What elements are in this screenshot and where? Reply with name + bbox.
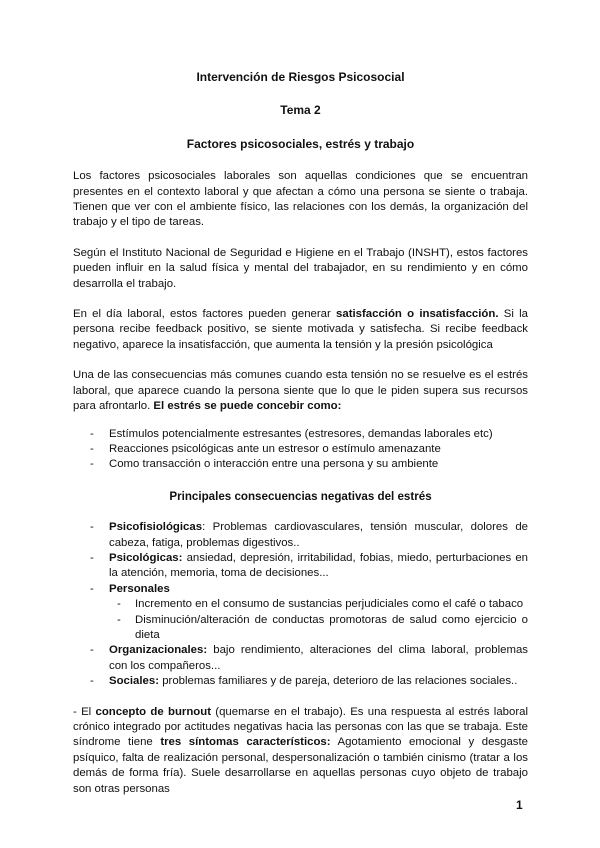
bold-satisfaction: satisfacción o insatisfacción.	[336, 308, 499, 321]
item-text: bajo rendimiento, alteraciones del clima laboral, problemas con los compañeros...	[109, 644, 528, 672]
text-span: Si la persona recibe feedback positivo, se siente motivada y satisfecha. Si recibe feedback negativo, aparece la insatisfacción, que aumenta la tensión y la presión psicológica	[73, 308, 528, 351]
bold-burnout: concepto de burnout	[95, 705, 212, 718]
paragraph-burnout	[73, 705, 528, 797]
item-label: Psicofisiológicas	[109, 521, 203, 534]
item-label: Personales	[109, 582, 170, 595]
section-title: Factores psicosociales, estrés y trabajo	[186, 136, 415, 151]
bold-stress-concept: El estrés se puede concebir como:	[153, 400, 342, 413]
paragraph-satisfaction	[73, 307, 528, 353]
topic-title: Tema 2	[280, 103, 321, 118]
list-item: - Estímulos potencialmente estresantes (estresores, demandas laborales etc)	[73, 427, 528, 442]
paragraph-stress	[73, 368, 528, 414]
sub-list-item: - Disminución/alteración de conductas promotoras de salud como ejercicio o dieta	[109, 613, 528, 644]
consequences-list	[73, 520, 528, 689]
item-text: ansiedad, depresión, irritabilidad, fobias, miedo, perturbaciones en la atención, memoria, toma de decisiones...	[109, 551, 528, 580]
text-span: - El	[73, 705, 96, 718]
list-item: - Reacciones psicológicas ante un estresor o estímulo amenazante	[73, 442, 528, 457]
list-item-personales	[73, 582, 528, 644]
text-span: Agotamiento emocional y desgaste psíquico, falta de realización personal, despersonalización o también cinismo (tratar a los demás de forma fría). Suele desarrollarse en aquellas personas cuyo objeto de trabajo son otras personas	[73, 736, 528, 795]
item-label: Organizacionales:	[109, 644, 208, 657]
bold-symptoms: tres síntomas característicos:	[160, 736, 331, 749]
document-title: Intervención de Riesgos Psicosocial	[196, 70, 405, 84]
text-span: (quemarse en el trabajo). Es una respuesta al estrés laboral crónico integrado por actitudes negativas hacia las personas con las que se trabaja. Este síndrome tiene	[73, 705, 528, 749]
list-item-organizacionales	[73, 643, 528, 674]
stress-concept-list	[73, 427, 528, 473]
paragraph-intro: Los factores psicosociales laborales son aquellas condiciones que se encuentran presentes en el contexto laboral y que afectan a cómo una persona se siente o trabaja. Tienen que ver con el ambiente físico, las relaciones con los demás, la organización del trabajo y el tipo de tareas.	[73, 170, 528, 229]
item-text: : Problemas cardiovasculares, tensión muscular, dolores de cabeza, fatiga, problemas digestivos..	[109, 521, 528, 549]
paragraph-insht: Según el Instituto Nacional de Seguridad e Higiene en el Trabajo (INSHT), estos factores pueden influir en la salud física y mental del trabajador, en su rendimiento y en cómo desarrolla el trabajo.	[73, 246, 528, 290]
page-content	[73, 70, 528, 797]
sub-list-item: - Incremento en el consumo de sustancias perjudiciales como el café o tabaco	[109, 597, 528, 612]
list-item-psicologicas	[73, 551, 528, 582]
page-number: 1	[516, 798, 523, 812]
list-item-psicofisiologicas	[73, 520, 528, 551]
consequences-title: Principales consecuencias negativas del estrés	[169, 489, 432, 503]
text-span: En el día laboral, estos factores pueden generar	[73, 308, 337, 321]
item-text: problemas familiares y de pareja, deterioro de las relaciones sociales..	[159, 675, 518, 688]
list-item-sociales	[73, 674, 528, 689]
item-label: Sociales:	[109, 675, 160, 688]
list-item: - Como transacción o interacción entre una persona y su ambiente	[73, 457, 528, 472]
text-span: Una de las consecuencias más comunes cuando esta tensión no se resuelve es el estrés laboral, que aparece cuando la persona siente que lo que le piden supera sus recursos para afrontarlo.	[73, 369, 528, 413]
item-label: Psicológicas:	[109, 551, 183, 564]
personales-sublist	[109, 597, 528, 643]
